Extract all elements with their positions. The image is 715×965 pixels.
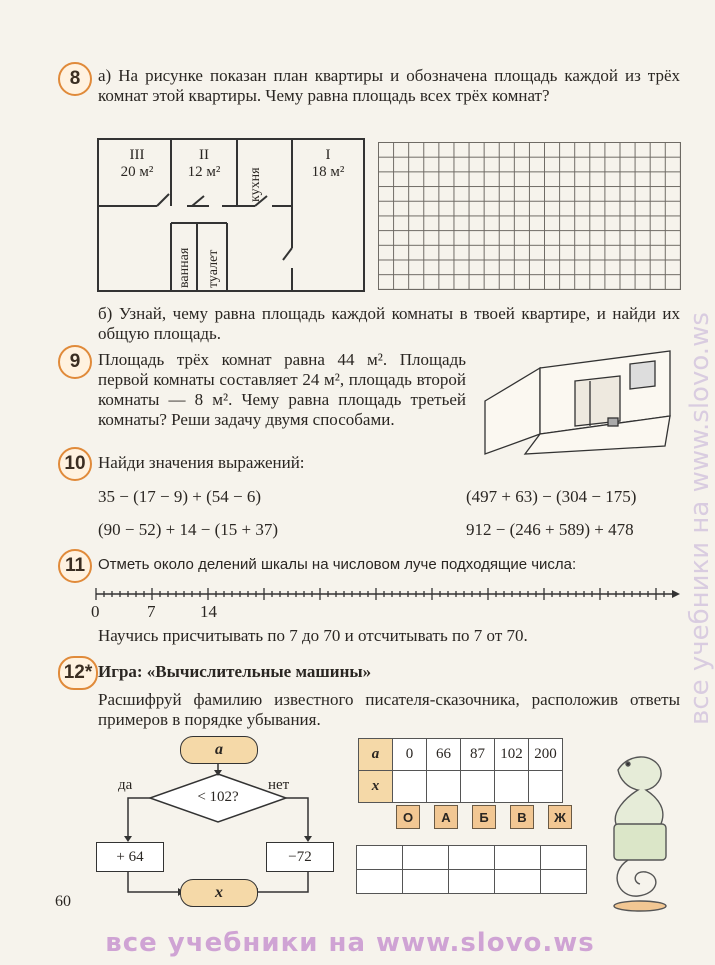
answer-cell[interactable] [495, 846, 541, 870]
task-9-number: 9 [58, 345, 92, 379]
task-12-number: 12* [58, 656, 98, 690]
a-value-1: 0 [393, 739, 427, 771]
bathroom-label: ванная [177, 247, 192, 288]
flowchart-no-op: −72 [266, 842, 334, 872]
answer-cell[interactable] [403, 870, 449, 894]
task-11-text2: Научись присчитывать по 7 до 70 и отсчитывать по 7 от 70. [98, 626, 528, 645]
apartment-3d-illustration [480, 346, 675, 456]
room-3-label: III 20 м² [120, 147, 154, 180]
squared-grid [378, 142, 681, 290]
tick-label-7: 7 [147, 602, 156, 621]
x-cell-5[interactable] [529, 771, 563, 803]
number-line [90, 586, 680, 606]
expression-2: (497 + 63) − (304 − 175) [466, 487, 637, 506]
tick-label-14: 14 [200, 602, 217, 621]
footer-watermark: все учебники на www.slovo.ws [105, 928, 595, 958]
expression-4: 912 − (246 + 589) + 478 [466, 520, 634, 539]
answer-cell[interactable] [357, 870, 403, 894]
x-cell-2[interactable] [427, 771, 461, 803]
room-1-label: I 18 м² [311, 147, 345, 180]
tick-label-0: 0 [91, 602, 100, 621]
toilet-label: туалет [206, 249, 221, 288]
task-8b-text: б) Узнай, чему равна площадь каждой комнаты в твоей квартире, и найди их общую площадь. [98, 304, 680, 343]
x-cell-4[interactable] [495, 771, 529, 803]
a-value-5: 200 [529, 739, 563, 771]
expression-3: (90 − 52) + 14 − (15 + 37) [98, 520, 278, 539]
task-9-text: Площадь трёх комнат равна 44 м². Площадь первой комнаты составляет 24 м², площадь второй комнаты — 8 м². Чему равна площадь третьей комнаты? Реши задачу двумя способами. [98, 350, 466, 429]
letter-tile-1: О [396, 805, 420, 829]
letter-tile-3: Б [472, 805, 496, 829]
letter-tile-2: А [434, 805, 458, 829]
table-head-x: x [359, 771, 393, 803]
letter-tile-5: Ж [548, 805, 572, 829]
room-2-label: II 12 м² [187, 147, 221, 180]
x-cell-3[interactable] [461, 771, 495, 803]
task-12-text: Расшифруй фамилию известного писателя-сказочника, расположив ответы примеров в порядке убывания. [98, 690, 680, 729]
dragon-illustration [598, 748, 678, 913]
page-number: 60 [55, 893, 71, 910]
flowchart-yes-op: + 64 [96, 842, 164, 872]
side-watermark: все учебники на www.slovo.ws [685, 312, 715, 725]
answer-cell[interactable] [495, 870, 541, 894]
task-10-number: 10 [58, 447, 92, 481]
flowchart-yes-label: да [118, 777, 133, 793]
a-value-3: 87 [461, 739, 495, 771]
answer-cell[interactable] [449, 870, 495, 894]
letter-tile-4: В [510, 805, 534, 829]
task-8-number: 8 [58, 62, 92, 96]
answer-cell[interactable] [449, 846, 495, 870]
task-10-text: Найди значения выражений: [98, 453, 305, 472]
answer-grid [356, 845, 587, 894]
a-value-4: 102 [495, 739, 529, 771]
expression-1: 35 − (17 − 9) + (54 − 6) [98, 487, 261, 506]
task-11-text: Отметь около делений шкалы на числовом луче подходящие числа: [98, 556, 577, 573]
flowchart-input: a [180, 736, 258, 764]
task-12-title: Игра: «Вычислительные машины» [98, 662, 372, 681]
answer-cell[interactable] [541, 846, 587, 870]
flowchart-output: x [180, 879, 258, 907]
table-head-a: a [359, 739, 393, 771]
answer-cell[interactable] [541, 870, 587, 894]
x-cell-1[interactable] [393, 771, 427, 803]
task-8a-text: а) На рисунке показан план квартиры и обозначена площадь каждой из трёх комнат этой квартиры. Чему равна площадь всех трёх комнат? [98, 66, 680, 105]
answer-cell[interactable] [403, 846, 449, 870]
answer-cell[interactable] [357, 846, 403, 870]
a-value-2: 66 [427, 739, 461, 771]
kitchen-label: кухня [248, 167, 263, 202]
task-11-number: 11 [58, 549, 92, 583]
flowchart-no-label: нет [268, 777, 290, 793]
flowchart-condition: < 102? [197, 789, 239, 805]
values-table [358, 738, 563, 803]
